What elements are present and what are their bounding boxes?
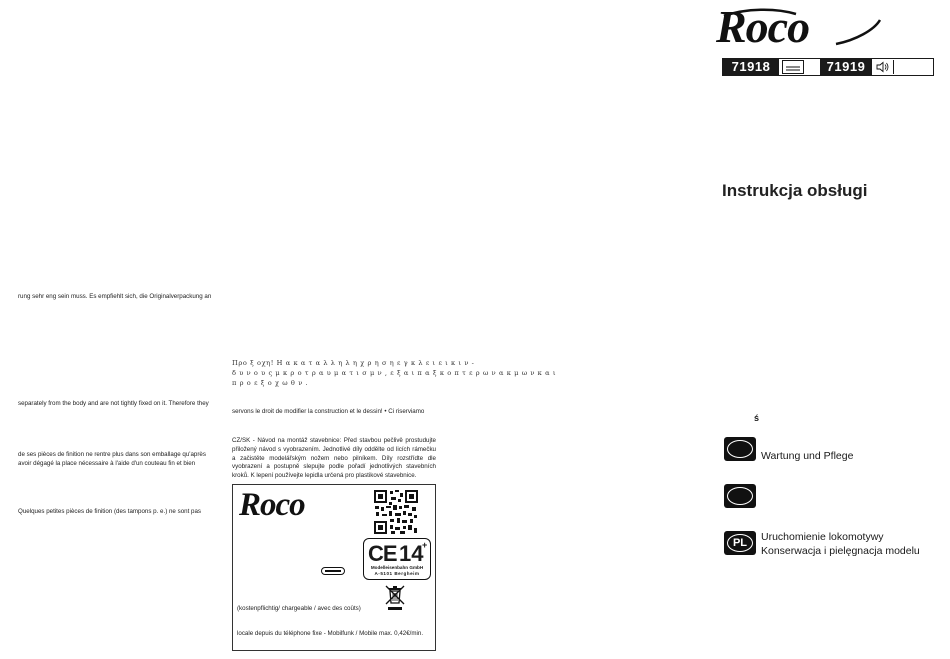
language-badge-label: PL [727, 534, 753, 552]
language-badge-label [727, 440, 753, 458]
sound-symbol-box [874, 60, 894, 74]
language-badge-label [727, 487, 753, 505]
company-line-2: A-5101 Bergheim [374, 571, 420, 576]
ce-mark: CE [368, 541, 397, 566]
section-1-line-1: Wartung und Pflege [761, 450, 854, 462]
page-title: Instrukcja obsługi [722, 181, 868, 200]
stray-character: ś [754, 413, 760, 423]
qr-code-icon [373, 489, 419, 535]
text-line-en: separately from the body and are not tightly fixed on it. Therefore they [18, 400, 209, 407]
shape-symbol-icon [321, 567, 345, 575]
dc-current-icon [783, 62, 803, 74]
text-line-fr-1: de ses pièces de finition ne rentre plus dans son emballage qu'après [18, 451, 206, 458]
speaker-icon [874, 61, 892, 73]
company-line-1: Modelleisenbahn GmbH [370, 565, 424, 570]
text-line-fr-2: avoir dégagé la place nécessaire à l'aide d'un couteau fin et bien [18, 460, 196, 467]
greek-line-2: δ υ ν ο υ ς μ κ ρ ο τ ρ α υ μ α τ ι σ μ ν , ε ξ α ι π α ξ κ ο π τ ε ρ ω ν α κ μ ω ν κ α ι [232, 369, 557, 377]
model-number-1: 71918 [723, 59, 779, 75]
text-line-fr-3: Quelques petites pièces de finition (des tampons p. e.) ne sont pas [18, 508, 201, 515]
repair-cost-line: (kostenpflichtig/ chargeable / avec des coûts) [237, 605, 361, 612]
language-badge-2 [724, 484, 756, 508]
section-pl-line-1: Uruchomienie lokomotywy [761, 531, 884, 543]
language-badge-1 [724, 437, 756, 461]
roco-logo: Roco [716, 1, 810, 52]
info-box [232, 484, 436, 651]
roco-logo-swash-icon [716, 6, 886, 50]
age-value: 14 [399, 541, 424, 566]
text-line-de: rung sehr eng sein muss. Es empfiehlt sich, die Originalverpackung an [18, 293, 212, 300]
greek-line-3: π ρ ο ε ξ ο χ ω θ ν . [232, 379, 309, 387]
model-number-2: 71919 [820, 59, 872, 75]
roco-logo-small: Roco [239, 487, 305, 523]
ce-age-label [363, 538, 431, 580]
fr-it-line: servons le droit de modifier la construction et le dessin! • Ci riserviamo [232, 408, 425, 415]
language-badge-pl [724, 531, 756, 555]
greek-line-1: Προ ξ οχη! Η α κ α τ α λ λ η λ η χ ρ η σ η ε γ κ λ ε ι ε ι κ ι ν - [232, 359, 475, 367]
section-pl-line-2: Konserwacja i pielęgnacja modelu [761, 545, 920, 557]
cz-sk-paragraph: CZ/SK - Návod na montáž stavebnice: Před stavbou pečlivě prostudujte přiložený návod s vyobrazením. Jednotlivé díly oddělte od licích rámečku a začistěte modelářským nožem nebo pilníkem. Díly rozstřídte dle vyobrazení a postupně slepujte podle pořadí jednotlivých stavebních kroků. K lepení používejte lepidla určená pro plastikové stavebnice. [232, 437, 436, 480]
age-plus: + [422, 540, 428, 550]
dc-symbol-box [782, 60, 804, 74]
crossed-bin-icon [383, 583, 407, 611]
phone-info-line: locale depuis du téléphone fixe - Mobilfunk / Mobile max. 0,42€/min. [237, 630, 424, 637]
